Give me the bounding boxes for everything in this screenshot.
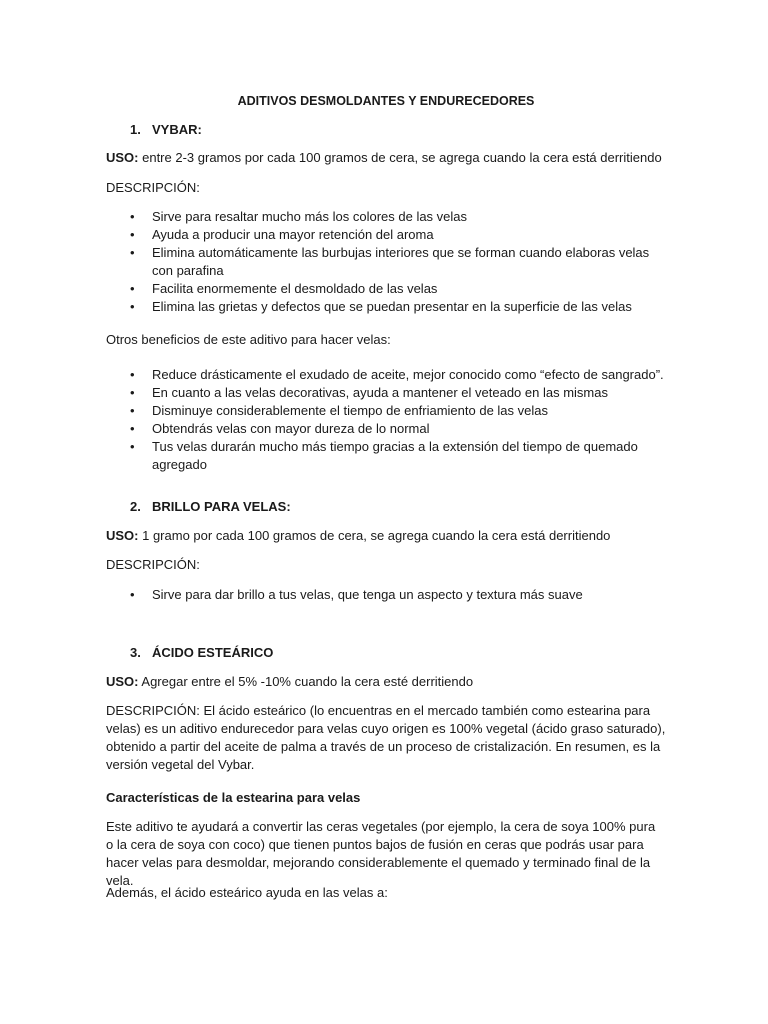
uso-label: USO: — [106, 528, 139, 543]
section-3-title: ÁCIDO ESTEÁRICO — [152, 645, 274, 660]
list-item: • Sirve para resaltar mucho más los colores de las velas — [106, 208, 666, 226]
list-item: • En cuanto a las velas decorativas, ayuda a mantener el veteado en las mismas — [106, 384, 666, 402]
section-1-number: 1. — [130, 122, 141, 137]
section-3-subheading: Características de la estearina para velas — [106, 790, 361, 805]
section-2-uso — [106, 527, 666, 545]
uso-label: USO: — [106, 674, 139, 689]
uso-label: USO: — [106, 150, 139, 165]
list-item: • Disminuye considerablemente el tiempo de enfriamiento de las velas — [106, 402, 666, 420]
uso-text: entre 2-3 gramos por cada 100 gramos de cera, se agrega cuando la cera está derritiendo — [138, 150, 662, 165]
section-1-otros-list — [106, 366, 666, 474]
list-item: • Elimina automáticamente las burbujas interiores que se forman cuando elaboras velas con parafina — [106, 244, 666, 280]
uso-text: Agregar entre el 5% -10% cuando la cera esté derritiendo — [138, 674, 474, 689]
section-2-bullet-list — [106, 586, 666, 604]
list-item: • Obtendrás velas con mayor dureza de lo normal — [106, 420, 666, 438]
uso-text: 1 gramo por cada 100 gramos de cera, se agrega cuando la cera está derritiendo — [138, 528, 611, 543]
list-item: • Sirve para dar brillo a tus velas, que tenga un aspecto y textura más suave — [106, 586, 666, 604]
section-3-heading — [130, 644, 690, 662]
section-2-desc-label: DESCRIPCIÓN: — [106, 557, 200, 572]
list-item: • Facilita enormemente el desmoldado de las velas — [106, 280, 666, 298]
list-item: • Reduce drásticamente el exudado de aceite, mejor conocido como “efecto de sangrado”. — [106, 366, 666, 384]
document-title: ADITIVOS DESMOLDANTES Y ENDURECEDORES — [237, 94, 535, 108]
section-1-heading — [130, 121, 690, 139]
section-2-title: BRILLO PARA VELAS: — [152, 499, 291, 514]
section-2-heading — [130, 498, 690, 516]
section-1-bullet-list — [106, 208, 666, 316]
section-1-uso — [106, 149, 666, 167]
section-3-number: 3. — [130, 645, 141, 660]
list-item: • Tus velas durarán mucho más tiempo gracias a la extensión del tiempo de quemado agregado — [106, 438, 666, 474]
section-3-description: DESCRIPCIÓN: El ácido esteárico (lo encuentras en el mercado también como estearina para velas) es un aditivo endurecedor para velas cuyo origen es 100% vegetal (ácido graso saturado), obtenido a partir del aceite de palma a través de un proceso de cristalización. En resumen, es la versión vegetal del Vybar. — [106, 703, 666, 772]
section-2-number: 2. — [130, 499, 141, 514]
section-1-title: VYBAR: — [152, 122, 202, 137]
list-item: • Ayuda a producir una mayor retención del aroma — [106, 226, 666, 244]
section-1-desc-label: DESCRIPCIÓN: — [106, 180, 200, 195]
section-3-uso — [106, 673, 666, 691]
section-3-ademas: Además, el ácido esteárico ayuda en las velas a: — [106, 885, 388, 900]
section-1-otros-label: Otros beneficios de este aditivo para hacer velas: — [106, 332, 391, 347]
section-3-paragraph: Este aditivo te ayudará a convertir las ceras vegetales (por ejemplo, la cera de soya 100% pura o la cera de soya con coco) que tienen puntos bajos de fusión en ceras que podrás usar para hacer velas para desmoldar, mejorando considerablemente el quemado y terminado final de la vela. — [106, 819, 656, 888]
list-item: • Elimina las grietas y defectos que se puedan presentar en la superficie de las velas — [106, 298, 666, 316]
